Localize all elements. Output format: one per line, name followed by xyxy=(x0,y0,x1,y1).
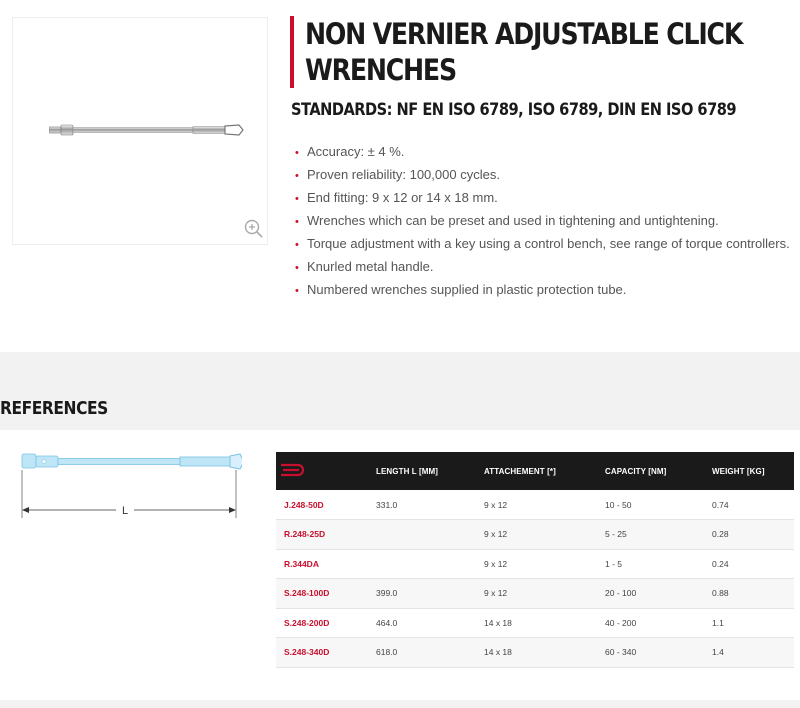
table-row[interactable] xyxy=(276,579,794,609)
length-cell: 464.0 xyxy=(370,608,478,638)
title-block xyxy=(290,16,790,88)
bullet-icon: • xyxy=(295,239,299,251)
list-item: • Torque adjustment with a key using a control bench, see range of torque controllers. xyxy=(295,233,790,256)
table-row[interactable] xyxy=(276,490,794,520)
reference-link[interactable]: S.248-340D xyxy=(276,638,370,668)
reference-link[interactable]: R.344DA xyxy=(276,549,370,579)
reference-link[interactable]: S.248-200D xyxy=(276,608,370,638)
page-title: NON VERNIER ADJUSTABLE CLICK WRENCHES xyxy=(305,17,743,87)
attachment-cell: 9 x 12 xyxy=(478,579,599,609)
list-item: • Accuracy: ± 4 %. xyxy=(295,141,790,164)
weight-cell: 0.28 xyxy=(706,520,794,550)
table-row[interactable] xyxy=(276,638,794,668)
standards-heading: STANDARDS: NF EN ISO 6789, ISO 6789, DIN EN ISO 6789 xyxy=(291,100,737,120)
facom-logo-icon xyxy=(280,463,306,477)
capacity-cell: 5 - 25 xyxy=(599,520,706,550)
reference-link[interactable]: J.248-50D xyxy=(276,490,370,520)
product-image-box[interactable] xyxy=(12,17,268,245)
length-cell: 618.0 xyxy=(370,638,478,668)
weight-cell: 0.74 xyxy=(706,490,794,520)
attachment-cell: 9 x 12 xyxy=(478,520,599,550)
list-item: • End fitting: 9 x 12 or 14 x 18 mm. xyxy=(295,187,790,210)
attachment-cell: 9 x 12 xyxy=(478,490,599,520)
zoom-in-icon[interactable] xyxy=(243,218,265,240)
column-header-length: LENGTH L [MM] xyxy=(376,466,439,476)
attachment-cell: 9 x 12 xyxy=(478,549,599,579)
length-cell: 399.0 xyxy=(370,579,478,609)
bullet-icon: • xyxy=(295,147,299,159)
table-header-row xyxy=(276,452,794,490)
bullet-icon: • xyxy=(295,216,299,228)
footer-strip xyxy=(0,700,800,708)
bullet-icon: • xyxy=(295,170,299,182)
dimension-label: L xyxy=(121,505,129,517)
list-item: • Wrenches which can be preset and used in tightening and untightening. xyxy=(295,210,790,233)
list-item: • Knurled metal handle. xyxy=(295,256,790,279)
weight-cell: 0.88 xyxy=(706,579,794,609)
attachment-cell: 14 x 18 xyxy=(478,608,599,638)
capacity-cell: 10 - 50 xyxy=(599,490,706,520)
table-row[interactable] xyxy=(276,520,794,550)
column-header-attachment: ATTACHEMENT [*] xyxy=(484,466,556,476)
length-cell xyxy=(370,549,478,579)
table-row[interactable] xyxy=(276,608,794,638)
reference-link[interactable]: S.248-100D xyxy=(276,579,370,609)
list-item: • Proven reliability: 100,000 cycles. xyxy=(295,164,790,187)
product-image xyxy=(49,122,245,138)
list-item: • Numbered wrenches supplied in plastic protection tube. xyxy=(295,279,790,302)
references-table xyxy=(276,452,794,668)
dimension-diagram xyxy=(20,452,242,522)
brand-logo-cell xyxy=(276,452,370,490)
title-accent-bar xyxy=(290,16,294,88)
bullet-icon: • xyxy=(295,262,299,274)
capacity-cell: 60 - 340 xyxy=(599,638,706,668)
table-row[interactable] xyxy=(276,549,794,579)
bullet-icon: • xyxy=(295,285,299,297)
references-heading: REFERENCES xyxy=(0,398,108,419)
feature-list xyxy=(295,141,790,302)
reference-link[interactable]: R.248-25D xyxy=(276,520,370,550)
bullet-icon: • xyxy=(295,193,299,205)
column-header-capacity: CAPACITY [NM] xyxy=(605,466,667,476)
weight-cell: 0.24 xyxy=(706,549,794,579)
capacity-cell: 1 - 5 xyxy=(599,549,706,579)
weight-cell: 1.4 xyxy=(706,638,794,668)
attachment-cell: 14 x 18 xyxy=(478,638,599,668)
weight-cell: 1.1 xyxy=(706,608,794,638)
column-header-weight: WEIGHT [KG] xyxy=(712,466,765,476)
length-cell: 331.0 xyxy=(370,490,478,520)
capacity-cell: 40 - 200 xyxy=(599,608,706,638)
length-cell xyxy=(370,520,478,550)
capacity-cell: 20 - 100 xyxy=(599,579,706,609)
